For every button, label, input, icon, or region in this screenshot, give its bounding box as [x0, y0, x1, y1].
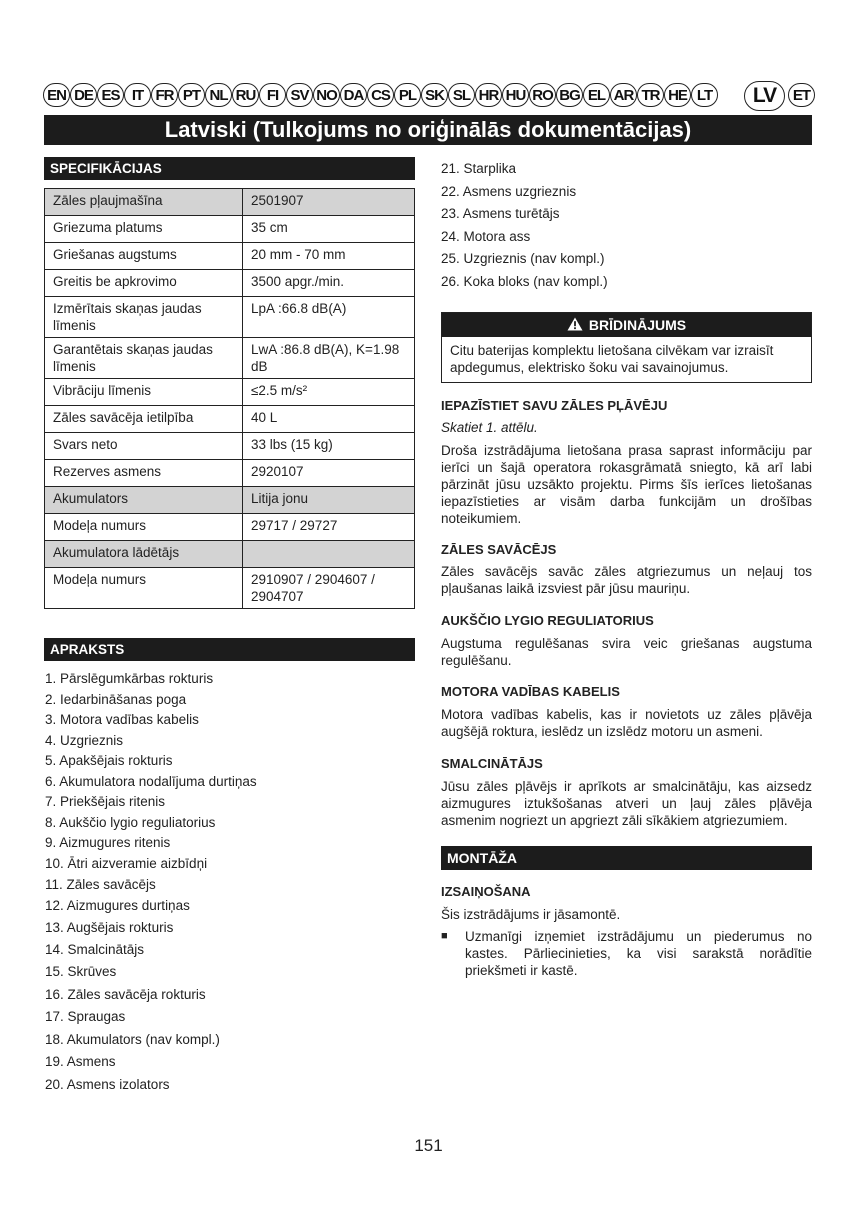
- list-item: 17. Spraugas: [45, 1009, 126, 1024]
- lang-tab-sk[interactable]: SK: [421, 83, 448, 107]
- lang-tab-bg[interactable]: BG: [556, 83, 583, 107]
- spec-value: Litija jonu: [243, 487, 415, 514]
- spec-value: 35 cm: [243, 216, 415, 243]
- lang-tab-el[interactable]: EL: [583, 83, 610, 107]
- table-row: [45, 568, 415, 609]
- list-item: 15. Skrūves: [45, 964, 117, 979]
- unpacking-intro: Šis izstrādājums ir jāsamontē.: [441, 907, 621, 922]
- warning-text: Citu baterijas komplektu lietošana cilvēkam var izraisīt apdegumus, elektrisko šoku vai savainojumus.: [450, 343, 774, 375]
- list-item: 26. Koka bloks (nav kompl.): [441, 273, 608, 289]
- spec-value: [243, 541, 415, 568]
- lang-tab-sv[interactable]: SV: [286, 83, 313, 107]
- table-row: [45, 270, 415, 297]
- lang-tab-nl[interactable]: NL: [205, 83, 232, 107]
- assembly-heading: MONTĀŽA: [441, 846, 812, 870]
- spec-label: Modeļa numurs: [45, 514, 243, 541]
- spec-label: Akumulatora lādētājs: [45, 541, 243, 568]
- spec-label: Garantētais skaņas jaudas līmenis: [45, 338, 243, 379]
- table-row: [45, 460, 415, 487]
- spec-value: 33 lbs (15 kg): [243, 433, 415, 460]
- lang-tab-lt[interactable]: LT: [691, 83, 718, 107]
- spec-label: Rezerves asmens: [45, 460, 243, 487]
- lang-tab-cs[interactable]: CS: [367, 83, 394, 107]
- spec-label: Greitis be apkrovimo: [45, 270, 243, 297]
- lang-tab-it[interactable]: IT: [124, 83, 151, 107]
- list-item: 14. Smalcinātājs: [45, 941, 145, 957]
- warning-header: [442, 313, 811, 337]
- lang-tab-es[interactable]: ES: [97, 83, 124, 107]
- lang-tab-et[interactable]: ET: [788, 83, 815, 107]
- list-item: 8. Aukščio lygio reguliatorius: [45, 814, 216, 830]
- section-heading-mulcher: SMALCINĀTĀJS: [441, 756, 543, 771]
- lang-tab-hr[interactable]: HR: [475, 83, 502, 107]
- spec-label: Zāles savācēja ietilpība: [45, 406, 243, 433]
- lang-tab-ar[interactable]: AR: [610, 83, 637, 107]
- lang-tab-ru[interactable]: RU: [232, 83, 259, 107]
- section-text-motor-cable: Motora vadības kabelis, kas ir novietots uz zāles pļāvēja augšējā roktura, ieslēdz un izslēdz motoru un asmeni.: [441, 707, 812, 739]
- list-item: 25. Uzgrieznis (nav kompl.): [441, 251, 605, 266]
- lang-tab-pt[interactable]: PT: [178, 83, 205, 107]
- table-row: [45, 406, 415, 433]
- table-row: [45, 243, 415, 270]
- lang-tab-da[interactable]: DA: [340, 83, 367, 107]
- parts-list: [45, 669, 415, 1095]
- section-text-height-adjuster: Augstuma regulēšanas svira veic griešanas augstuma regulēšanu.: [441, 636, 812, 668]
- spec-label: Izmērītais skaņas jaudas līmenis: [45, 297, 243, 338]
- figure-reference: Skatiet 1. attēlu.: [441, 420, 538, 435]
- warning-box: [441, 312, 812, 383]
- lang-tab-no[interactable]: NO: [313, 83, 340, 107]
- list-item: 20. Asmens izolators: [45, 1076, 170, 1092]
- list-item: 22. Asmens uzgrieznis: [441, 183, 577, 199]
- list-item: 21. Starplika: [441, 161, 517, 176]
- list-item: 11. Zāles savācējs: [45, 877, 156, 892]
- bullet-text: Uzmanīgi izņemiet izstrādājumu un piederumus no kastes. Pārliecinieties, ka visi sarakstā norādītie priekšmeti ir kastē.: [465, 929, 812, 978]
- spec-value: 2910907 / 2904607 / 2904707: [243, 568, 415, 609]
- list-item: 19. Asmens: [45, 1054, 116, 1069]
- spec-value: 2920107: [243, 460, 415, 487]
- page-title: Latviski (Tulkojums no oriģinālās dokumentācijas): [44, 115, 812, 145]
- spec-value: 2501907: [243, 189, 415, 216]
- spec-label: Akumulators: [45, 487, 243, 514]
- lang-tab-lv[interactable]: LV: [744, 81, 785, 111]
- spec-label: Svars neto: [45, 433, 243, 460]
- lang-tab-sl[interactable]: SL: [448, 83, 475, 107]
- bullet-square-icon: ■: [441, 930, 448, 942]
- list-item: 4. Uzgrieznis: [45, 732, 124, 748]
- section-text-know-mower: Droša izstrādājuma lietošana prasa saprast informāciju par ierīci un šajā operatora rokasgrāmatā sniegto, kā arī labi pārzināt jūsu uzsākto projektu. Pirms šīs ierīces lietošanas iepazīstieties ar visām darba funkcijām un drošības noteikumiem.: [441, 443, 812, 526]
- page-number: 151: [414, 1136, 443, 1155]
- spec-label: Vibrāciju līmenis: [45, 379, 243, 406]
- spec-value: 3500 apgr./min.: [243, 270, 415, 297]
- parts-list-continued: [441, 158, 812, 293]
- section-heading-grass-catcher: ZĀLES SAVĀCĒJS: [441, 542, 557, 557]
- section-text-grass-catcher: Zāles savācējs savāc zāles atgriezumus un neļauj tos pļaušanas laikā izsviest pār jūsu mauriņu.: [441, 564, 812, 596]
- list-item: 7. Priekšējais ritenis: [45, 794, 166, 809]
- list-item: 24. Motora ass: [441, 228, 531, 244]
- spec-value: 20 mm - 70 mm: [243, 243, 415, 270]
- spec-label: Modeļa numurs: [45, 568, 243, 609]
- table-row: [45, 338, 415, 379]
- warning-heading: BRĪDINĀJUMS: [588, 317, 687, 333]
- spec-value: ≤2.5 m/s²: [243, 379, 415, 406]
- list-item: 2. Iedarbināšanas poga: [45, 691, 187, 707]
- spec-label: Griešanas augstums: [45, 243, 243, 270]
- spec-label: Griezuma platums: [45, 216, 243, 243]
- list-item: 12. Aizmugures durtiņas: [45, 897, 190, 913]
- spec-value: 29717 / 29727: [243, 514, 415, 541]
- list-item: 13. Augšējais rokturis: [45, 920, 174, 935]
- list-item: 23. Asmens turētājs: [441, 206, 560, 221]
- lang-tab-pl[interactable]: PL: [394, 83, 421, 107]
- list-item: 3. Motora vadības kabelis: [45, 712, 199, 727]
- section-heading-know-mower: IEPAZĪSTIET SAVU ZĀLES PĻĀVĒJU: [441, 398, 668, 413]
- list-item: 5. Apakšējais rokturis: [45, 753, 173, 768]
- list-item: 18. Akumulators (nav kompl.): [45, 1031, 220, 1047]
- spec-value: LwA :86.8 dB(A), K=1.98 dB: [243, 338, 415, 379]
- section-text-mulcher: Jūsu zāles pļāvējs ir aprīkots ar smalcinātāju, kas aizsedz aizmugures iztukšošanas atveri un ļauj zāles pļāvēja asmenim nogriezt un apgriezt zāli sīkākiem atgriezumiem.: [441, 779, 812, 828]
- unpacking-bullet: [441, 928, 812, 979]
- table-row: [45, 379, 415, 406]
- spec-label: Zāles pļaujmašīna: [45, 189, 243, 216]
- spec-heading: SPECIFIKĀCIJAS: [44, 157, 415, 180]
- table-row: [45, 216, 415, 243]
- list-item: 6. Akumulatora nodalījuma durtiņas: [45, 773, 257, 789]
- table-row: [45, 541, 415, 568]
- section-heading-motor-cable: MOTORA VADĪBAS KABELIS: [441, 684, 620, 699]
- list-item: 9. Aizmugures ritenis: [45, 835, 171, 850]
- lang-tab-fr[interactable]: FR: [151, 83, 178, 107]
- table-row: [45, 297, 415, 338]
- lang-tab-hu[interactable]: HU: [502, 83, 529, 107]
- spec-value: LpA :66.8 dB(A): [243, 297, 415, 338]
- table-row: [45, 487, 415, 514]
- list-item: 10. Ātri aizveramie aizbīdņi: [45, 855, 208, 871]
- lang-tab-fi[interactable]: FI: [259, 83, 286, 107]
- language-selector: [43, 81, 815, 109]
- section-heading-height-adjuster: AUKŠČIO LYGIO REGULIATORIUS: [441, 613, 654, 628]
- table-row: [45, 189, 415, 216]
- description-heading: APRAKSTS: [44, 638, 415, 661]
- table-row: [45, 433, 415, 460]
- lang-tab-de[interactable]: DE: [70, 83, 97, 107]
- lang-tab-en[interactable]: EN: [43, 83, 70, 107]
- table-row: [45, 514, 415, 541]
- spec-table: [44, 188, 415, 609]
- spec-value: 40 L: [243, 406, 415, 433]
- warning-triangle-icon: [567, 317, 583, 334]
- lang-tab-ro[interactable]: RO: [529, 83, 556, 107]
- list-item: 16. Zāles savācēja rokturis: [45, 986, 206, 1002]
- list-item: 1. Pārslēgumkārbas rokturis: [45, 671, 214, 686]
- section-heading-unpacking: IZSAIŅOŠANA: [441, 884, 531, 899]
- lang-tab-tr[interactable]: TR: [637, 83, 664, 107]
- lang-tab-he[interactable]: HE: [664, 83, 691, 107]
